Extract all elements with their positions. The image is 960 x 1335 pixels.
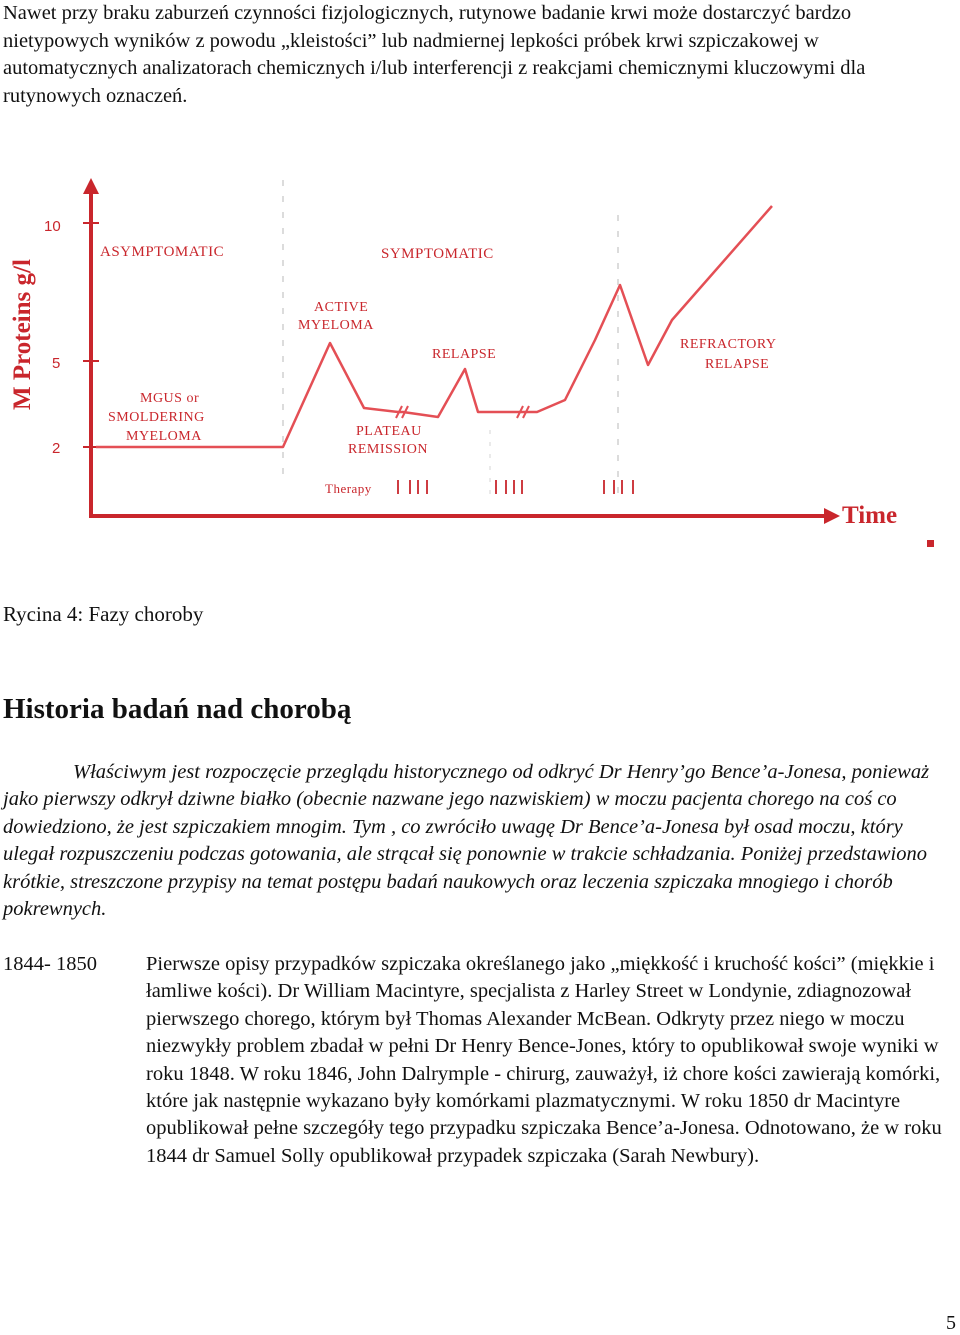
label-symptomatic: SYMPTOMATIC — [381, 246, 494, 262]
x-axis-title: Time — [842, 502, 898, 529]
x-axis-arrow-icon — [824, 508, 840, 524]
y-tick-label-10: 10 — [44, 218, 61, 235]
figure-caption: Rycina 4: Fazy choroby — [3, 602, 204, 626]
y-axis-title: M Proteins g/l — [9, 259, 36, 410]
section-heading: Historia badań nad chorobą — [3, 693, 352, 725]
y-axis-arrow-icon — [83, 178, 99, 194]
timeline-year: 1844- 1850 — [3, 953, 97, 975]
y-tick-label-5: 5 — [52, 355, 61, 372]
label-active-2: MYELOMA — [298, 318, 374, 333]
label-relapse: RELAPSE — [432, 347, 497, 362]
therapy-marks — [398, 480, 633, 494]
timeline-text: Pierwsze opisy przypadków szpiczaka określanego jako „miękkość i kruchość kości” (miękkie i łamliwe kości). Dr William Macintyre, specjalista z Harley Street w Londynie, zdiagnozował pierwszego chorego, którym był Thomas Alexander McBean. Odkryty przez niego w moczu niezwykły problem zbadał w pełni Dr Henry Bence-Jones, który to opublikował swoje wyniki w roku 1848. W roku 1846, John Dalrymple - chirurg, zauważył, iż chore kości zawierają komórki, które jak następnie wykazano były komórkami plazmatycznymi. W roku 1850 dr Macintyre opublikował pełne szczegóły tego przypadku szpiczaka Bence’a-Jonesa. Odnotowano, że w roku 1844 dr Samuel Solly opublikował przypadek szpiczaka (Sarah Newbury). — [146, 953, 942, 1167]
label-refractory-2: RELAPSE — [705, 357, 770, 372]
label-mgus-2: SMOLDERING — [108, 410, 205, 425]
label-therapy: Therapy — [325, 481, 372, 496]
label-plateau-2: REMISSION — [348, 442, 428, 457]
page-number: 5 — [946, 1312, 956, 1334]
intro-paragraph: Nawet przy braku zaburzeń czynności fizjologicznych, rutynowe badanie krwi może dostarczyć bardzo nietypowych wyników z powodu „kleistości” lub nadmiernej lepkości próbek krwi szpiczakowej w automatycznych analizatorach chemicznych i/lub interferencji z reakcjami chemicznymi kluczowymi dla rutynowych oznaczeń. — [3, 2, 866, 107]
history-intro-paragraph — [3, 759, 955, 923]
history-intro-text: Właściwym jest rozpoczęcie przeglądu historycznego od odkryć Dr Henry’go Bence’a-Jonesa, ponieważ jako pierwszy odkrył dziwne białko (obecnie nazwane jego nazwiskiem) w moczu pacjenta chorego na coś co dowiedziono, że jest szpiczakiem mnogim. Tym , co zwróciło uwagę Dr Bence’a-Jonesa był osad moczu, który ulegał rozpuszczeniu podczas gotowania, ale strącał się ponownie w trakcie schładzania. Poniżej przedstawiono krótkie, streszczone przypisy na temat postępu badań naukowych oraz leczenia szpiczaka mnogiego i chorób pokrewnych. — [3, 761, 930, 921]
label-mgus-1: MGUS or — [140, 391, 200, 406]
label-mgus-3: MYELOMA — [126, 429, 202, 444]
y-tick-label-2: 2 — [52, 440, 61, 457]
label-asymptomatic: ASYMPTOMATIC — [100, 244, 225, 260]
disease-phases-figure — [0, 160, 945, 550]
corner-mark — [927, 540, 934, 547]
label-active-1: ACTIVE — [314, 300, 369, 315]
label-plateau-1: PLATEAU — [356, 424, 422, 439]
label-refractory-1: REFRACTORY — [680, 337, 777, 352]
